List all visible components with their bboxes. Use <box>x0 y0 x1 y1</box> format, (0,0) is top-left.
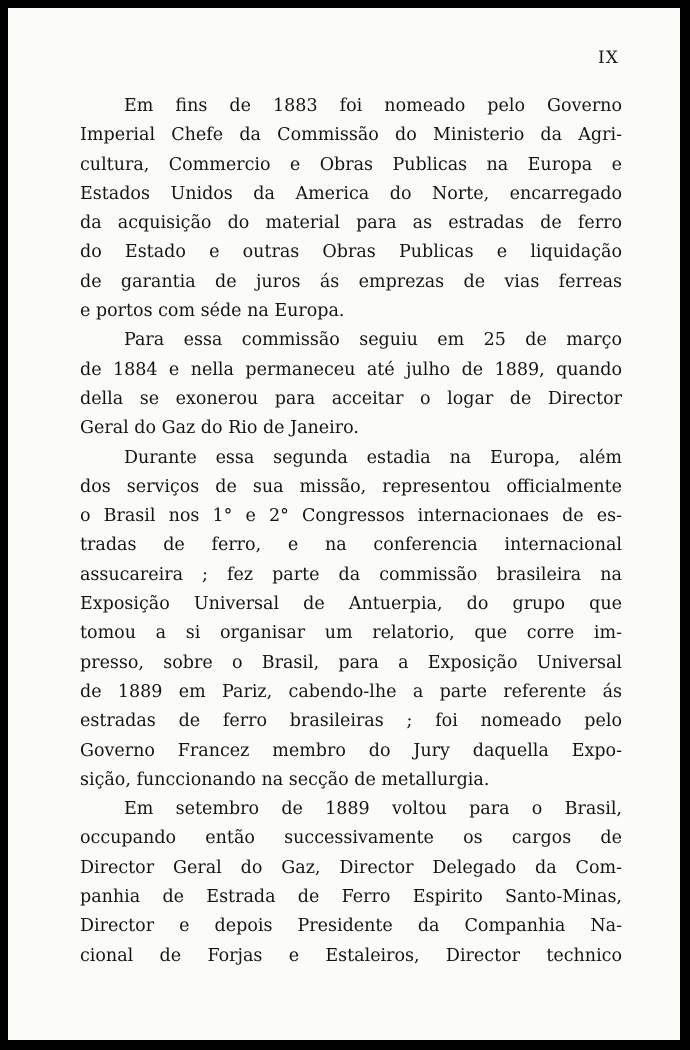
text-line: presso, sobre o Brasil, para a Exposição Universal <box>80 652 622 673</box>
text-line: assucareira ; fez parte da commissão brasileira na <box>80 564 622 585</box>
paragraph-2 <box>80 326 622 443</box>
text-line: della se exonerou para acceitar o logar de Director <box>80 388 622 409</box>
text-line: occupando então successivamente os cargos de <box>80 828 622 849</box>
text-line: o Brasil nos 1° e 2° Congressos internacionaes de es- <box>80 506 622 527</box>
book-page <box>8 8 680 1040</box>
text-line: Em setembro de 1889 voltou para o Brasil, <box>124 799 622 820</box>
text-line: de 1889 em Pariz, cabendo-lhe a parte referente ás <box>80 681 622 702</box>
page-number: IX <box>598 48 619 68</box>
text-line: de garantia de juros ás emprezas de vias ferreas <box>80 271 622 292</box>
text-line: cional de Forjas e Estaleiros, Director technico <box>80 945 622 966</box>
text-line: Exposição Universal de Antuerpia, do grupo que <box>80 594 622 615</box>
text-line: Para essa commissão seguiu em 25 de março <box>124 330 622 351</box>
text-line: Director e depois Presidente da Companhia Na- <box>80 916 622 937</box>
text-line: tomou a si organisar um relatorio, que corre im- <box>80 623 622 644</box>
text-line: Governo Francez membro do Jury daquella Expo- <box>80 740 622 761</box>
text-line: de 1884 e nella permaneceu até julho de 1889, quando <box>80 359 622 380</box>
text-line: cultura, Commercio e Obras Publicas na Europa e <box>80 154 622 175</box>
text-line: Director Geral do Gaz, Director Delegado da Com- <box>80 857 622 878</box>
text-line: dos serviços de sua missão, representou officialmente <box>80 476 622 497</box>
text-line: Durante essa segunda estadia na Europa, além <box>124 447 622 468</box>
text-line: Imperial Chefe da Commissão do Ministerio da Agri- <box>80 125 622 146</box>
text-line: Estados Unidos da America do Norte, encarregado <box>80 183 622 204</box>
text-line: do Estado e outras Obras Publicas e liquidação <box>80 242 622 263</box>
body-text <box>80 92 622 971</box>
text-line: Em fins de 1883 foi nomeado pelo Governo <box>124 96 622 116</box>
text-line: e portos com séde na Europa. <box>80 301 345 322</box>
paragraph-3 <box>80 444 622 796</box>
paragraph-4 <box>80 795 622 971</box>
text-line: estradas de ferro brasileiras ; foi nomeado pelo <box>80 711 622 732</box>
text-line: sição, funccionando na secção de metallurgia. <box>80 769 490 790</box>
paragraph-1 <box>80 92 622 326</box>
text-line: Geral do Gaz do Rio de Janeiro. <box>80 418 359 439</box>
text-line: tradas de ferro, e na conferencia internacional <box>80 535 622 556</box>
text-line: panhia de Estrada de Ferro Espirito Santo-Minas, <box>80 887 622 908</box>
text-line: da acquisição do material para as estradas de ferro <box>80 213 622 234</box>
